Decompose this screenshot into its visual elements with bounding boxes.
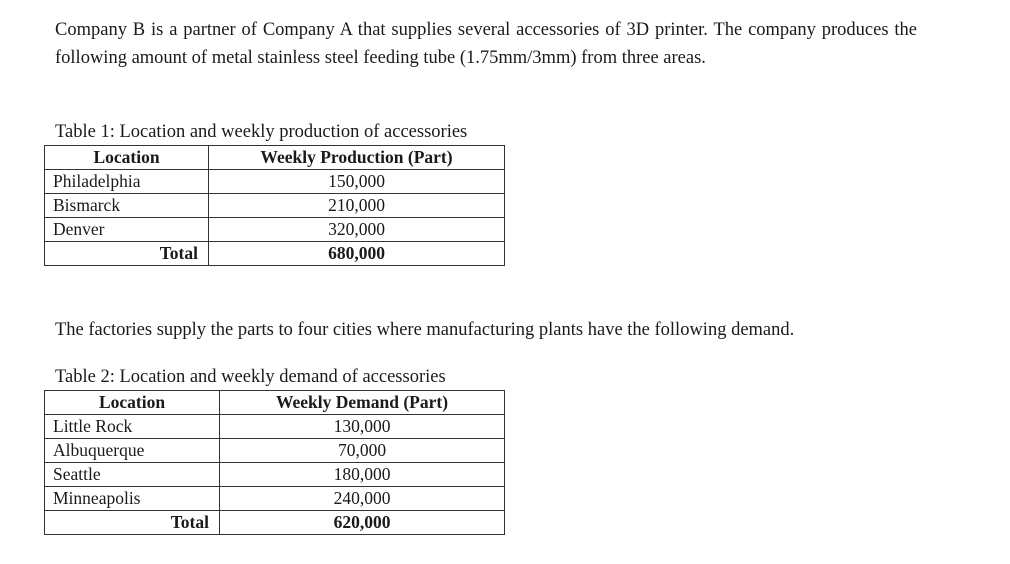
demand-cell: 240,000 — [220, 487, 505, 511]
total-row — [45, 511, 505, 535]
table-header-row — [45, 146, 505, 170]
production-cell: 210,000 — [209, 194, 505, 218]
intro-paragraph: Company B is a partner of Company A that supplies several accessories of 3D printer. The company produces the following amount of metal stainless steel feeding tube (1.75mm/3mm) from three areas. — [55, 20, 917, 68]
production-cell: 150,000 — [209, 170, 505, 194]
table-header-row — [45, 391, 505, 415]
production-table — [44, 145, 505, 266]
column-header-weekly-demand: Weekly Demand (Part) — [220, 391, 505, 415]
total-value: 680,000 — [209, 242, 505, 266]
table-row — [45, 170, 505, 194]
table-row — [45, 463, 505, 487]
column-header-location: Location — [45, 391, 220, 415]
table-row — [45, 439, 505, 463]
total-value: 620,000 — [220, 511, 505, 535]
location-cell: Little Rock — [45, 415, 220, 439]
table1-caption: Table 1: Location and weekly production of accessories — [55, 122, 468, 142]
column-header-location: Location — [45, 146, 209, 170]
location-cell: Denver — [45, 218, 209, 242]
location-cell: Philadelphia — [45, 170, 209, 194]
demand-table — [44, 390, 505, 535]
supply-paragraph: The factories supply the parts to four cities where manufacturing plants have the following demand. — [55, 320, 795, 340]
demand-cell: 130,000 — [220, 415, 505, 439]
total-row — [45, 242, 505, 266]
location-cell: Seattle — [45, 463, 220, 487]
table-row — [45, 487, 505, 511]
location-cell: Bismarck — [45, 194, 209, 218]
table-row — [45, 218, 505, 242]
production-cell: 320,000 — [209, 218, 505, 242]
table-row — [45, 194, 505, 218]
demand-cell: 70,000 — [220, 439, 505, 463]
total-label: Total — [45, 242, 209, 266]
demand-cell: 180,000 — [220, 463, 505, 487]
table2-caption: Table 2: Location and weekly demand of accessories — [55, 367, 446, 387]
location-cell: Minneapolis — [45, 487, 220, 511]
table-row — [45, 415, 505, 439]
location-cell: Albuquerque — [45, 439, 220, 463]
column-header-weekly-production: Weekly Production (Part) — [209, 146, 505, 170]
total-label: Total — [45, 511, 220, 535]
